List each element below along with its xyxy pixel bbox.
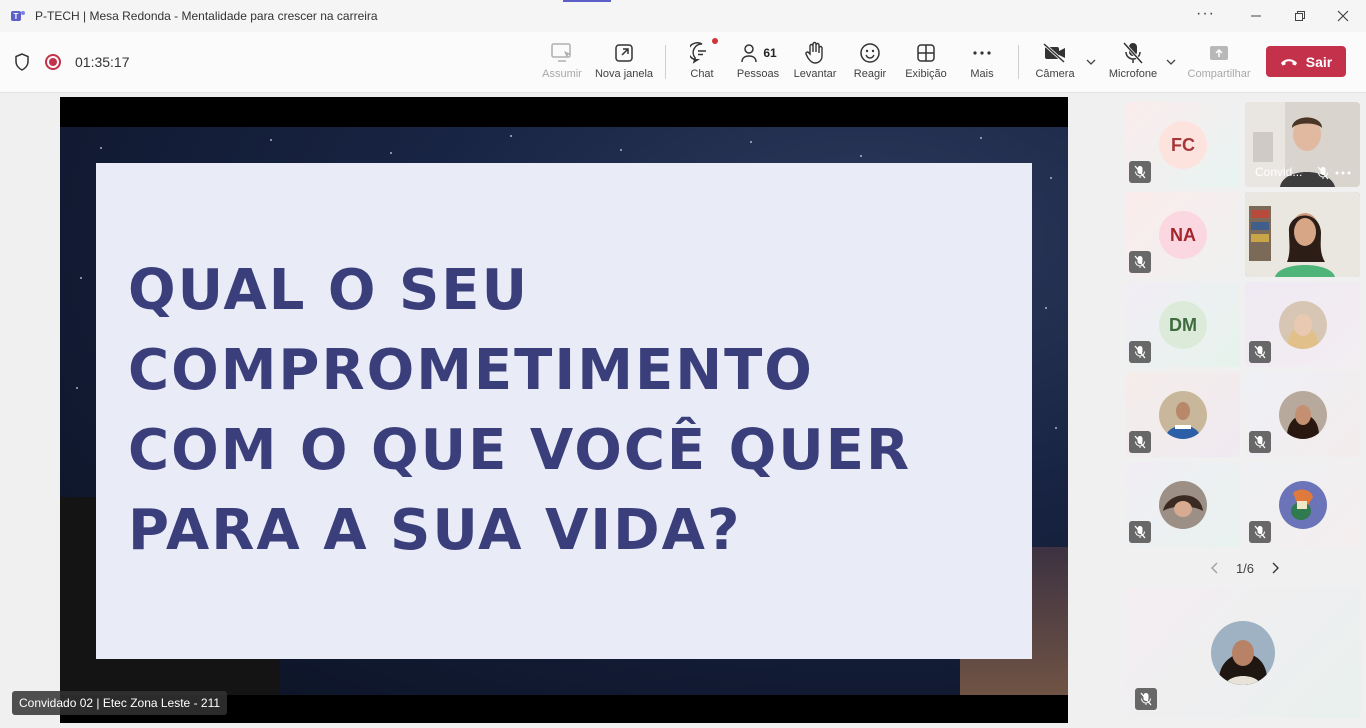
participant-tile-fc[interactable] [1125, 102, 1240, 187]
participant-video [1245, 192, 1360, 277]
mic-off-icon [1129, 431, 1151, 453]
mic-off-icon [1249, 521, 1271, 543]
recording-icon [45, 54, 61, 70]
title-accent [563, 0, 611, 2]
more-options-icon[interactable]: ··· [1196, 5, 1215, 22]
participant-photo [1211, 621, 1275, 685]
avatar-fc: FC [1159, 121, 1207, 169]
avatar-dm: DM [1159, 301, 1207, 349]
levantar-button[interactable]: Levantar [793, 40, 837, 88]
slide-line-2: COMPROMETIMENTO [128, 338, 814, 403]
participant-tile-speaking[interactable] [1245, 192, 1360, 277]
mic-off-icon [1129, 521, 1151, 543]
camera-chevron-down-icon[interactable] [1085, 56, 1097, 68]
mic-off-icon [1135, 688, 1157, 710]
assumir-button[interactable]: Assumir [540, 40, 584, 88]
people-count: 61 [763, 46, 777, 60]
people-icon [739, 42, 761, 64]
slide-card [96, 163, 1032, 659]
participant-tile-dm[interactable] [1125, 282, 1240, 367]
tile-more-icon[interactable] [1335, 170, 1351, 176]
raise-hand-icon [804, 41, 826, 65]
take-control-icon [550, 42, 574, 64]
mic-off-icon [1129, 251, 1151, 273]
slide-line-1: QUAL O SEU [128, 258, 530, 323]
mic-chevron-down-icon[interactable] [1165, 56, 1177, 68]
minimize-button[interactable] [1233, 0, 1279, 32]
participant-photo [1279, 391, 1327, 439]
mic-off-icon [1129, 341, 1151, 363]
mic-off-icon [1249, 431, 1271, 453]
restore-button[interactable] [1277, 0, 1323, 32]
chevron-left-icon[interactable] [1210, 562, 1220, 574]
mais-button[interactable]: Mais [966, 40, 998, 88]
meeting-timer: 01:35:17 [75, 54, 130, 70]
svg-text:T: T [13, 12, 19, 21]
participant-tile-5[interactable] [1245, 282, 1360, 367]
window-title: P-TECH | Mesa Redonda - Mentalidade para crescer na carreira [35, 9, 378, 23]
teams-icon [10, 8, 26, 24]
avatar-na: NA [1159, 211, 1207, 259]
shield-icon[interactable] [14, 53, 30, 71]
participant-photo [1159, 481, 1207, 529]
participant-photo [1279, 301, 1327, 349]
meeting-toolbar [0, 32, 1366, 93]
chevron-right-icon[interactable] [1270, 562, 1280, 574]
pop-out-icon [613, 42, 635, 64]
chat-button[interactable]: Chat [684, 40, 720, 88]
participant-tile-7[interactable] [1245, 372, 1360, 457]
exibicao-button[interactable]: Exibição [904, 40, 948, 88]
participant-tile-na[interactable] [1125, 192, 1240, 277]
compartilhar-button[interactable]: Compartilhar [1187, 40, 1251, 88]
pessoas-button[interactable]: 61 Pessoas [737, 40, 779, 88]
more-icon [971, 42, 993, 64]
microfone-button[interactable]: Microfone [1106, 40, 1160, 88]
participant-tile-9[interactable] [1245, 462, 1360, 547]
participant-photo [1159, 391, 1207, 439]
participant-caption: Convid... [1255, 165, 1303, 179]
page-indicator: 1/6 [1235, 560, 1255, 576]
reagir-button[interactable]: Reagir [853, 40, 887, 88]
mic-off-icon [1122, 41, 1144, 65]
presenter-name-tag: Convidado 02 | Etec Zona Leste - 211 [12, 691, 227, 715]
share-icon [1208, 43, 1230, 63]
leave-button[interactable] [1266, 46, 1346, 77]
mic-off-icon [1249, 341, 1271, 363]
nova-janela-button[interactable]: Nova janela [593, 40, 655, 88]
mic-off-icon [1317, 166, 1329, 180]
shared-screen [60, 97, 1068, 723]
toolbar-divider [665, 45, 666, 79]
mic-off-icon [1129, 161, 1151, 183]
hang-up-icon [1280, 57, 1298, 67]
camera-button[interactable]: Câmera [1034, 40, 1076, 88]
self-view-tile[interactable] [1125, 588, 1361, 718]
slide-heading [128, 251, 1008, 571]
participant-tile-6[interactable] [1125, 372, 1240, 457]
participant-tile-convidado[interactable] [1245, 102, 1360, 187]
view-grid-icon [915, 42, 937, 64]
emoji-icon [859, 42, 881, 64]
title-bar [0, 0, 1366, 32]
camera-off-icon [1042, 42, 1068, 64]
participant-tile-8[interactable] [1125, 462, 1240, 547]
chat-icon [690, 42, 714, 64]
toolbar-divider-2 [1018, 45, 1019, 79]
close-button[interactable] [1320, 0, 1366, 32]
gallery-pager [1210, 559, 1280, 577]
slide-line-3: COM O QUE VOCÊ QUER [128, 418, 912, 483]
stage-top-bar [60, 97, 1068, 127]
notification-dot [712, 38, 718, 44]
slide-line-4: PARA A SUA VIDA? [128, 498, 742, 563]
participant-photo [1279, 481, 1327, 529]
leave-label: Sair [1305, 53, 1333, 70]
